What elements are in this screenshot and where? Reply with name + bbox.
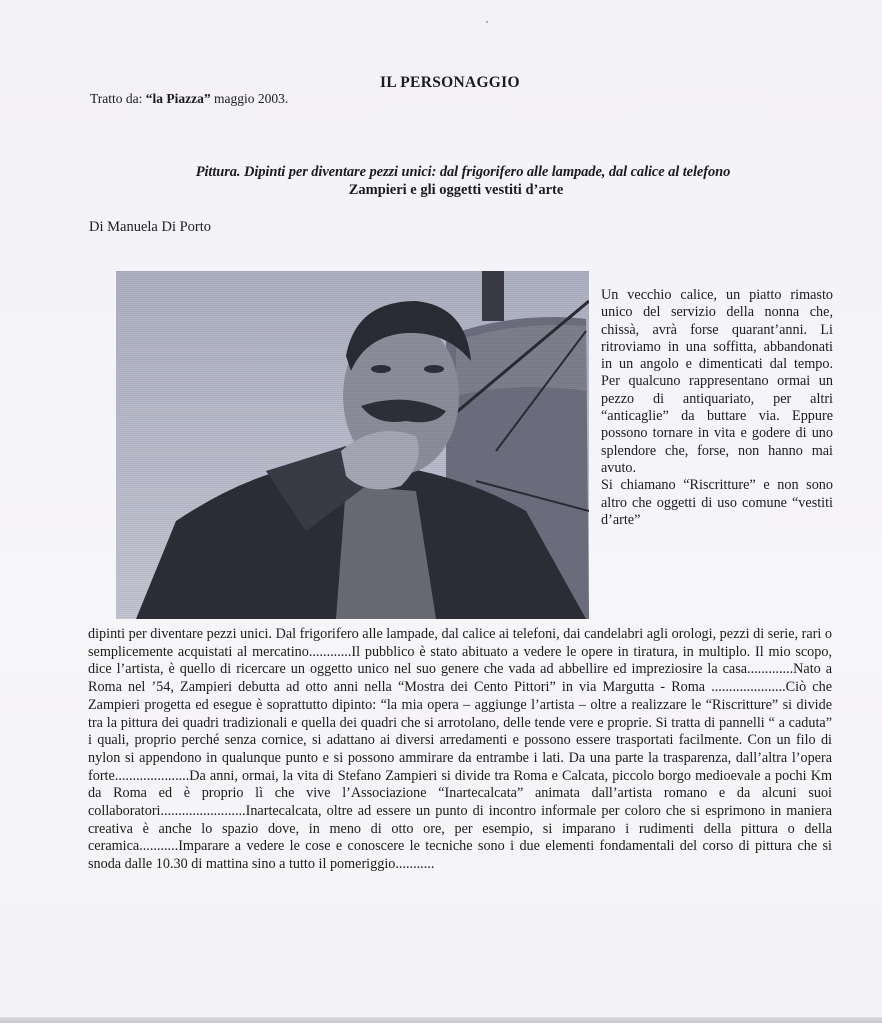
photo-portrait-icon: [116, 271, 589, 619]
article-byline: Di Manuela Di Porto: [89, 219, 212, 235]
source-date: maggio 2003.: [214, 91, 289, 106]
article-headline: [0, 164, 882, 199]
article-title: Zampieri e gli oggetti vestiti d’arte: [348, 182, 564, 198]
portrait-photo: [116, 271, 589, 619]
side-paragraph: Si chiamano “Riscritture” e non sono altro che oggetti di uso comune “vestiti d’arte”: [601, 477, 833, 528]
side-paragraph: Un vecchio calice, un piatto rimasto unico del servizio della nonna che, chissà, avrà forse quarant’anni. Li ritroviamo in una soffitta, abbandonati in un angolo e dimenticati dal tempo. Per qualcuno rappresentano ormai un pezzo di antiquariato, per altri “anticaglie” da buttare via. Eppure possono tornare in vita e godere di uno splendore che, forse, non hanno mai avuto.: [601, 287, 833, 476]
scan-speck: [486, 21, 488, 23]
scan-bottom-edge: [0, 1017, 882, 1023]
side-column: [601, 287, 833, 529]
section-title: IL PERSONAGGIO: [380, 74, 520, 91]
source-prefix: Tratto da:: [90, 91, 143, 106]
article-body: dipinti per diventare pezzi unici. Dal frigorifero alle lampade, dal calice ai telefoni, dai candelabri agli orologi, pezzi di serie, rari o semplicemente acquistati al mercatino............Il pubblico è stato abituato a vedere le opere in tiratura, in multiplo. Il mio scopo, dice l’artista, è quello di ricercare un oggetto unico nel suo genere che vada ad abbellire ed impreziosire la casa.............Nato a Roma nel ’54, Zampieri debutta ad otto anni nella “Mostra dei Cento Pittori” in via Margutta - Roma .....................Ciò che Zampieri progetta ed esegue è soprattutto dipinto: “la mia opera – aggiunge l’artista – oltre a realizzare le “Riscritture” si divide tra la pittura dei quadri tradizionali e quella dei quadri che si arrotolano, delle tende vere e proprie. Si tratta di pannelli “ a caduta” i quali, proprio perché senza cornice, si adattano ai diversi arredamenti e possono essere trasportati facilmente. Con un filo di nylon si appendono in qualunque punto e si possono ammirare da entrambe i lati. Da una parte la trasparenza, dall’altra l’opera forte.....................Da anni, ormai, la vita di Stefano Zampieri si divide tra Roma e Calcata, piccolo borgo medioevale a pochi Km da Roma ed è proprio lì che vive l’Associazione “Inartecalcata” animata dall’artista romano e da alcuni suoi collaboratori........................Inartecalcata, oltre ad essere un punto di incontro informale per coloro che si esprimono in maniera creativa è anche lo spazio dove, in meno di otto ore, per esempio, si imparano i rudimenti della pittura o della ceramica...........Imparare a vedere le cose e conoscere le tecniche sono i due elementi fondamentali del corso di pittura che si snoda dalle 10.30 di mattina sino a tutto il pomeriggio...........: [88, 626, 832, 873]
source-publication: “la Piazza”: [145, 91, 211, 106]
article-kicker: Pittura. Dipinti per diventare pezzi unici: dal frigorifero alle lampade, dal calice al telefono: [195, 164, 731, 180]
source-line: [90, 91, 288, 107]
